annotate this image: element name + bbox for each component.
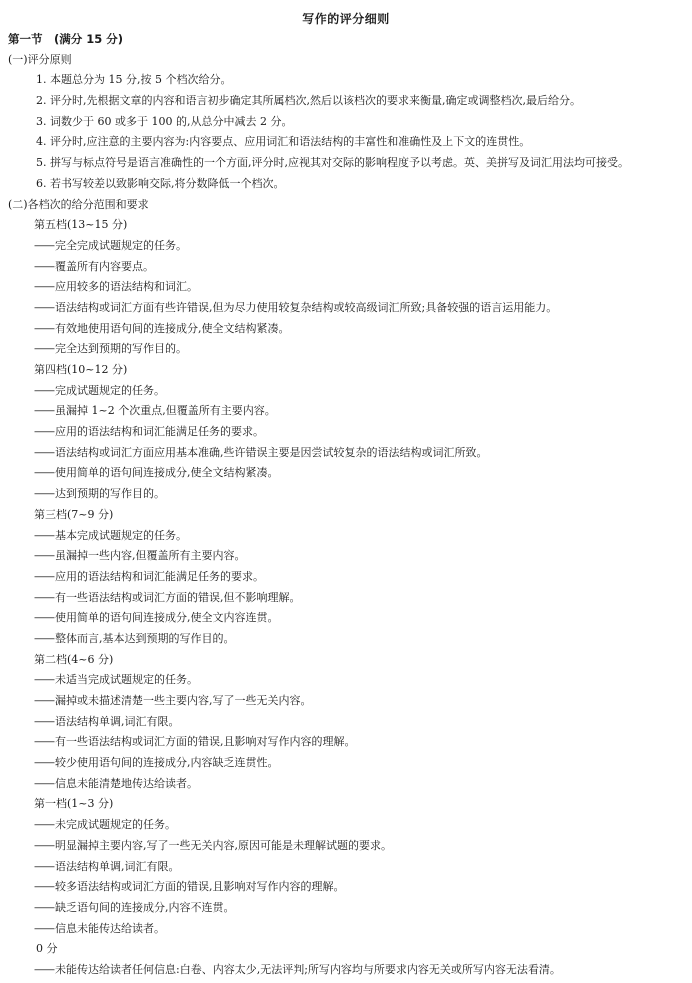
document-title: 写作的评分细则: [302, 12, 390, 26]
grade-level-5: [0, 215, 692, 360]
principle-item: 1. 本题总分为 15 分,按 5 个档次给分。: [36, 73, 232, 87]
grade-criterion: ——应用较多的语法结构和词汇。: [34, 280, 198, 294]
grade-criterion: ——应用的语法结构和词汇能满足任务的要求。: [34, 425, 264, 439]
grade-level-3: [0, 505, 692, 650]
grade-title: 第五档(13~15 分): [34, 218, 128, 232]
grade-criterion: ——未完成试题规定的任务。: [34, 818, 176, 832]
grade-criterion: ——有一些语法结构或词汇方面的错误,且影响对写作内容的理解。: [34, 735, 356, 749]
grade-level-2: [0, 650, 692, 795]
grade-level-1: [0, 794, 692, 939]
grade-criterion: ——未适当完成试题规定的任务。: [34, 673, 198, 687]
principle-item: 5. 拼写与标点符号是语言准确性的一个方面,评分时,应视其对交际的影响程度予以考虑。英、美拼写及词汇用法均可接受。: [36, 156, 629, 170]
grade-criterion: ——完全达到预期的写作目的。: [34, 342, 187, 356]
grade-level-4: [0, 360, 692, 505]
grade-title: 0 分: [36, 942, 58, 956]
principle-item: 2. 评分时,先根据文章的内容和语言初步确定其所属档次,然后以该档次的要求来衡量,确定或调整档次,最后给分。: [36, 94, 581, 108]
grade-level-0: [0, 939, 692, 980]
principles-heading: (一)评分原则: [8, 52, 72, 66]
grade-criterion: ——达到预期的写作目的。: [34, 487, 165, 501]
grade-criterion: ——基本完成试题规定的任务。: [34, 528, 187, 542]
grade-title: 第二档(4~6 分): [34, 652, 114, 666]
grade-criterion: ——覆盖所有内容要点。: [34, 259, 154, 273]
grade-criterion: ——虽漏掉 1~2 个次重点,但覆盖所有主要内容。: [34, 404, 276, 418]
grade-criterion: ——语法结构单调,词汇有限。: [34, 859, 180, 873]
grade-criterion: ——整体而言,基本达到预期的写作目的。: [34, 631, 235, 645]
grade-criterion: ——未能传达给读者任何信息:白卷、内容太少,无法评判;所写内容均与所要求内容无关或所写内容无法看清。: [34, 962, 561, 976]
grade-criterion: ——完全完成试题规定的任务。: [34, 238, 187, 252]
grade-title: 第一档(1~3 分): [34, 797, 114, 811]
grade-criterion: ——语法结构或词汇方面有些许错误,但为尽力使用较复杂结构或较高级词汇所致;具备较强的语言运用能力。: [34, 300, 558, 314]
grade-title: 第三档(7~9 分): [34, 507, 114, 521]
grade-title: 第四档(10~12 分): [34, 363, 128, 376]
grade-criterion: ——完成试题规定的任务。: [34, 383, 165, 397]
grade-criterion: ——较少使用语句间的连接成分,内容缺乏连贯性。: [34, 756, 279, 770]
grade-criterion: ——应用的语法结构和词汇能满足任务的要求。: [34, 569, 264, 583]
principle-item: 3. 词数少于 60 或多于 100 的,从总分中减去 2 分。: [36, 114, 293, 128]
grade-criterion: ——使用简单的语句间连接成分,使全文内容连贯。: [34, 611, 279, 625]
section-heading: 第一节 (满分 15 分): [8, 32, 124, 46]
grade-criterion: ——语法结构或词汇方面应用基本准确,些许错误主要是因尝试较复杂的语法结构或词汇所致。: [34, 445, 488, 459]
grade-criterion: ——有效地使用语句间的连接成分,使全文结构紧凑。: [34, 321, 290, 335]
principle-item: 4. 评分时,应注意的主要内容为:内容要点、应用词汇和语法结构的丰富性和准确性及上下文的连贯性。: [36, 135, 531, 149]
grade-criterion: ——信息未能传达给读者。: [34, 921, 165, 935]
grade-criterion: ——有一些语法结构或词汇方面的错误,但不影响理解。: [34, 590, 301, 604]
grade-criterion: ——缺乏语句间的连接成分,内容不连贯。: [34, 900, 235, 914]
grade-criterion: ——虽漏掉一些内容,但覆盖所有主要内容。: [34, 549, 246, 563]
principle-item: 6. 若书写较差以致影响交际,将分数降低一个档次。: [36, 176, 285, 190]
grade-criterion: ——信息未能清楚地传达给读者。: [34, 776, 198, 790]
grade-criterion: ——使用简单的语句间连接成分,使全文结构紧凑。: [34, 466, 279, 480]
grades-heading: (二)各档次的给分范围和要求: [8, 197, 149, 211]
principles-list: [0, 70, 692, 194]
grade-criterion: ——漏掉或未描述清楚一些主要内容,写了一些无关内容。: [34, 694, 312, 707]
grade-criterion: ——明显漏掉主要内容,写了一些无关内容,原因可能是未理解试题的要求。: [34, 838, 392, 852]
grade-criterion: ——较多语法结构或词汇方面的错误,且影响对写作内容的理解。: [34, 880, 345, 894]
grade-criterion: ——语法结构单调,词汇有限。: [34, 714, 180, 728]
